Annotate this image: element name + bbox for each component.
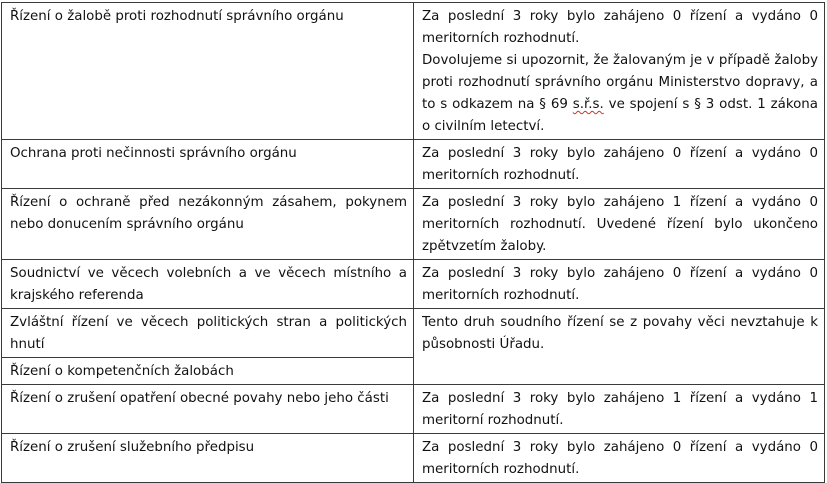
proceeding-stats-cell: Za poslední 3 roky bylo zahájeno 0 řízení a vydáno 0 meritorních rozhodnutí. <box>414 140 825 189</box>
spellcheck-marked-abbreviation: s.ř.s. <box>572 97 604 112</box>
proceeding-stats-cell: Za poslední 3 roky bylo zahájeno 1 řízení a vydáno 0 meritorních rozhodnutí. Uvedené řízení bylo ukončeno zpětvzetím žaloby. <box>414 189 825 260</box>
proceeding-type-cell: Řízení o zrušení služebního předpisu <box>2 434 414 483</box>
table-row <box>2 260 825 309</box>
note-text: Dovolujeme si upozornit, že žalovaným je v případě žaloby proti rozhodnutí správního orgánu Ministerstvo dopravy, a to s odkazem na § 69 <box>422 53 818 112</box>
proceeding-stats-cell: Za poslední 3 roky bylo zahájeno 0 řízení a vydáno 0 meritorních rozhodnutí. <box>414 434 825 483</box>
note-text-end: ve spojení s § 3 odst. 1 zákona o civilním letectví. <box>422 97 818 134</box>
proceeding-stats-cell: Tento druh soudního řízení se z povahy věci nevztahuje k působnosti Úřadu. <box>414 309 825 385</box>
table-row <box>2 385 825 434</box>
proceeding-stats-cell <box>414 3 825 140</box>
note-paragraph <box>422 50 818 138</box>
proceeding-stats-cell: Za poslední 3 roky bylo zahájeno 0 řízení a vydáno 0 meritorních rozhodnutí. <box>414 260 825 309</box>
court-proceedings-table <box>1 2 825 483</box>
proceeding-type-cell: Soudnictví ve věcech volebních a ve věcech místního a krajského referenda <box>2 260 414 309</box>
table-row <box>2 189 825 260</box>
proceeding-type-cell: Řízení o zrušení opatření obecné povahy nebo jeho části <box>2 385 414 434</box>
proceeding-type-cell: Řízení o kompetenčních žalobách <box>2 358 414 385</box>
table-row <box>2 140 825 189</box>
table-row <box>2 3 825 140</box>
table-row <box>2 434 825 483</box>
table-row <box>2 309 825 358</box>
proceeding-type-cell: Zvláštní řízení ve věcech politických stran a politických hnutí <box>2 309 414 358</box>
proceeding-type-cell: Řízení o žalobě proti rozhodnutí správního orgánu <box>2 3 414 140</box>
proceeding-stats-cell: Za poslední 3 roky bylo zahájeno 1 řízení a vydáno 1 meritorní rozhodnutí. <box>414 385 825 434</box>
proceeding-type-cell: Řízení o ochraně před nezákonným zásahem, pokynem nebo donucením správního orgánu <box>2 189 414 260</box>
proceeding-type-cell: Ochrana proti nečinnosti správního orgánu <box>2 140 414 189</box>
stats-paragraph: Za poslední 3 roky bylo zahájeno 0 řízení a vydáno 0 meritorních rozhodnutí. <box>422 9 818 46</box>
